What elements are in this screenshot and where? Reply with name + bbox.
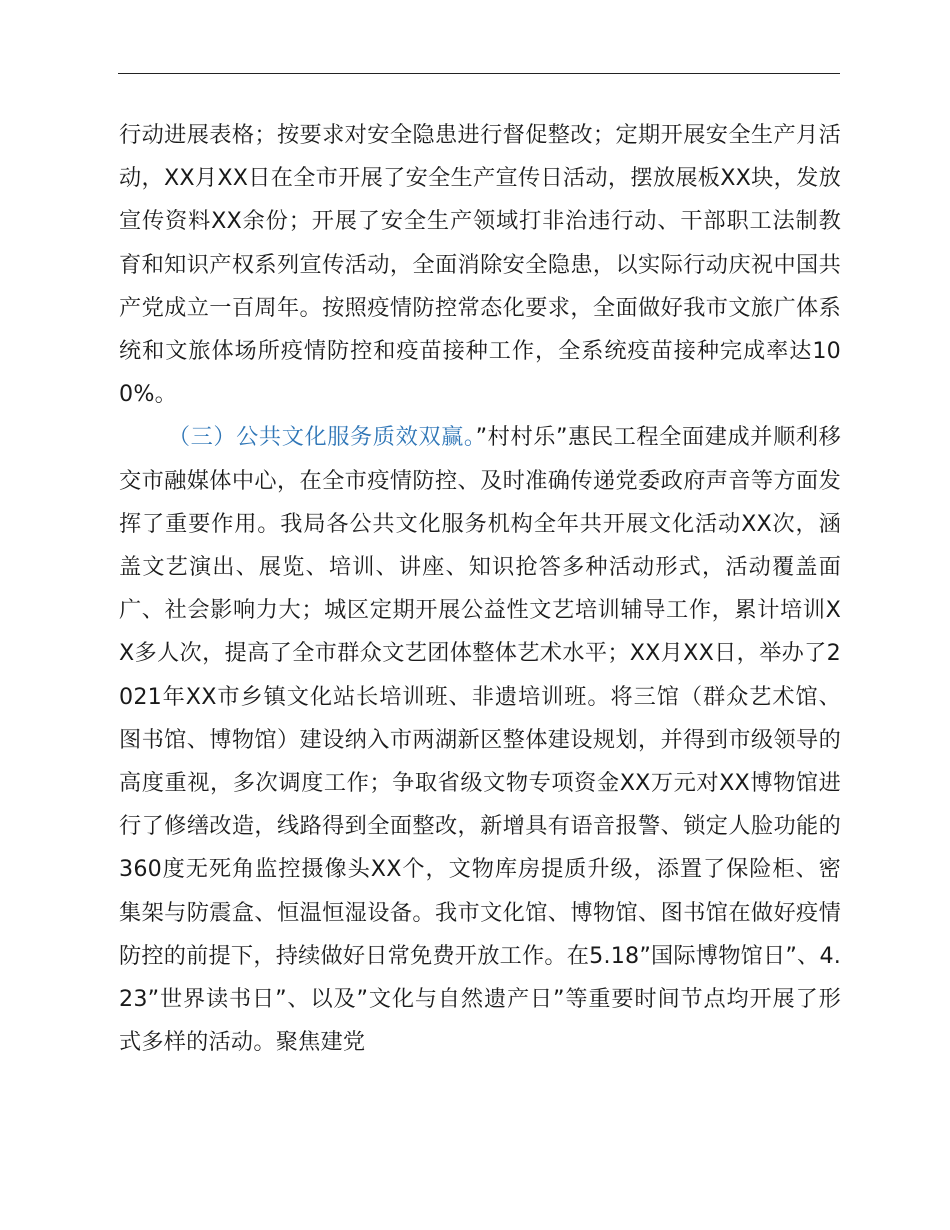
header-rule xyxy=(118,73,840,74)
paragraph-public-culture xyxy=(119,416,841,1064)
paragraph-safety-production: 行动进展表格；按要求对安全隐患进行督促整改；定期开展安全生产月活动，XX月XX日在全市开展了安全生产宣传日活动，摆放展板XX块，发放宣传资料XX余份；开展了安全生产领域打非治违行动、干部职工法制教育和知识产权系列宣传活动，全面消除安全隐患，以实际行动庆祝中国共产党成立一百周年。按照疫情防控常态化要求，全面做好我市文旅广体系统和文旅体场所疫情防控和疫苗接种工作，全系统疫苗接种完成率达100%。 xyxy=(119,122,841,408)
document-body xyxy=(119,114,841,1064)
paragraph-public-culture-text: ”村村乐”惠民工程全面建成并顺利移交市融媒体中心，在全市疫情防控、及时准确传递党委政府声音等方面发挥了重要作用。我局各公共文化服务机构全年共开展文化活动XX次，涵盖文艺演出、展览、培训、讲座、知识抢答多种活动形式，活动覆盖面广、社会影响力大；城区定期开展公益性文艺培训辅导工作，累计培训XX多人次，提高了全市群众文艺团体整体艺术水平；XX月XX日，举办了2021年XX市乡镇文化站长培训班、非遗培训班。将三馆（群众艺术馆、图书馆、博物馆）建设纳入市两湖新区整体建设规划，并得到市级领导的高度重视，多次调度工作；争取省级文物专项资金XX万元对XX博物馆进行了修缮改造，线路得到全面整改，新增具有语音报警、锁定人脸功能的360度无死角监控摄像头XX个，文物库房提质升级，添置了保险柜、密集架与防震盒、恒温恒湿设备。我市文化馆、博物馆、图书馆在做好疫情防控的前提下，持续做好日常免费开放工作。在5.18”国际博物馆日”、4.23”世界读书日”、以及”文化与自然遗产日”等重要时间节点均开展了形式多样的活动。聚焦建党 xyxy=(119,424,842,1056)
section-3-heading: （三）公共文化服务质效双赢。 xyxy=(167,424,476,451)
